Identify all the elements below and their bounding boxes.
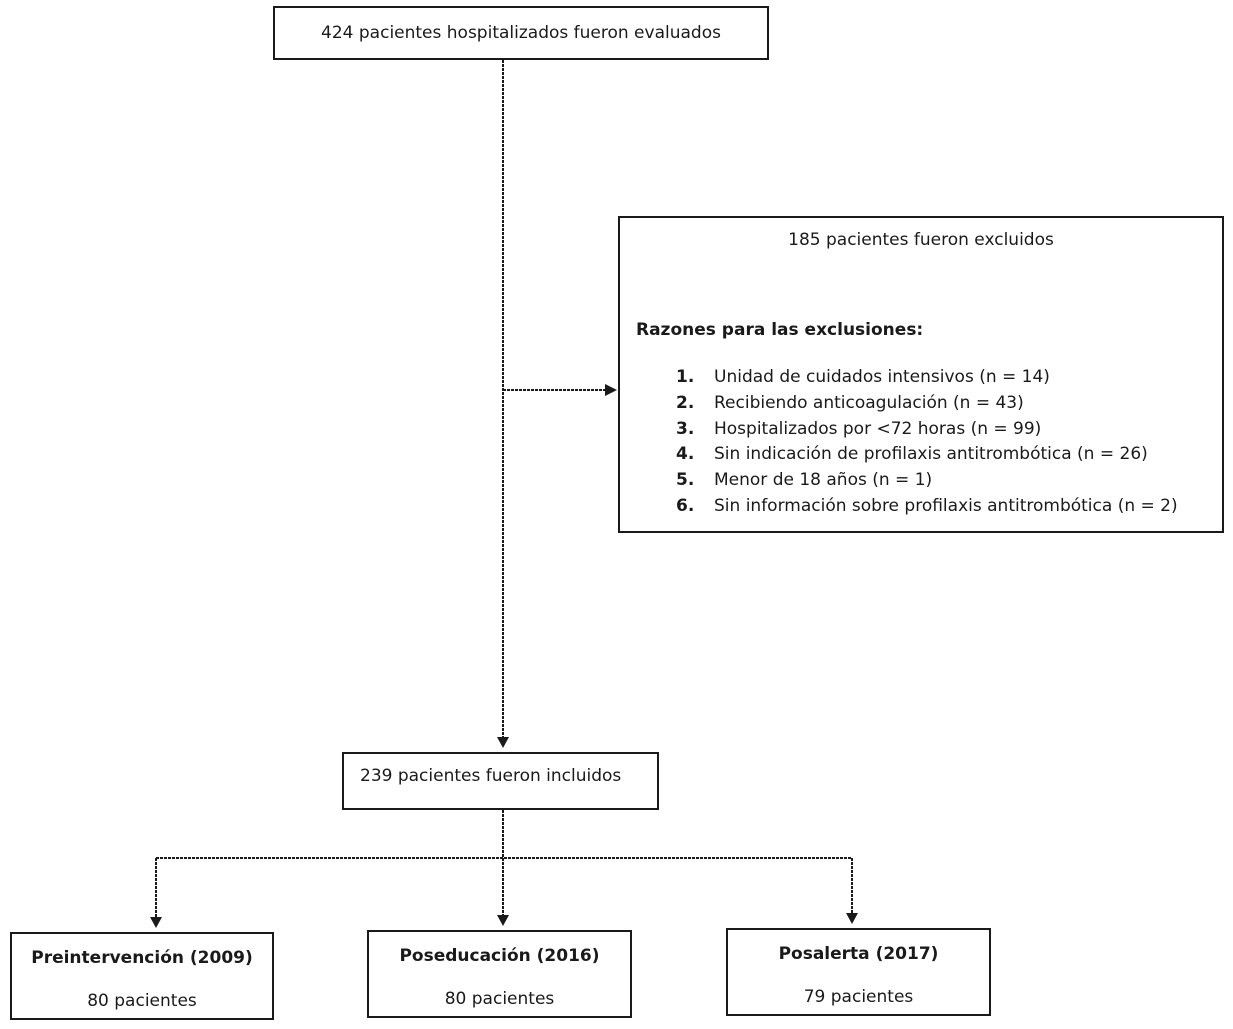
group-title: Posalerta (2017) (778, 944, 939, 964)
reason-text: Hospitalizados por <72 horas (n = 99) (714, 418, 1042, 439)
excluded-title: 185 pacientes fueron excluidos (788, 230, 1054, 250)
arrowhead-posalerta (846, 913, 858, 924)
exclusion-reason (676, 417, 1178, 443)
reason-number: 4. (676, 444, 695, 465)
reason-number: 6. (676, 495, 695, 516)
arrowhead-excluded (605, 384, 617, 396)
exclusion-reason (676, 468, 1178, 494)
exclusion-reasons-heading: Razones para las exclusiones: (636, 320, 924, 340)
exclusion-reason (676, 391, 1178, 417)
reason-number: 5. (676, 470, 695, 491)
reason-text: Unidad de cuidados intensivos (n = 14) (714, 367, 1050, 387)
reason-text: Menor de 18 años (n = 1) (714, 470, 933, 491)
exclusion-reasons-list (676, 365, 1178, 520)
reason-text: Recibiendo anticoagulación (n = 43) (714, 392, 1024, 413)
arrowhead-included (497, 737, 509, 748)
group-box-preintervencion (10, 932, 274, 1020)
included-text: 239 pacientes fueron incluidos (360, 766, 622, 786)
group-count: 80 pacientes (444, 989, 555, 1009)
group-box-poseducacion (367, 930, 632, 1018)
reason-number: 1. (676, 367, 695, 387)
reason-number: 2. (676, 392, 695, 413)
evaluated-text: 424 pacientes hospitalizados fueron evaluados (321, 23, 721, 43)
reason-text: Sin información sobre profilaxis antitrombótica (n = 2) (714, 495, 1178, 516)
group-box-posalerta (726, 928, 991, 1016)
exclusion-reason (676, 442, 1178, 468)
exclusion-reason (676, 494, 1178, 520)
arrowhead-preintervencion (150, 917, 162, 928)
included-box (342, 752, 659, 810)
group-title: Preintervención (2009) (31, 948, 253, 968)
reason-text: Sin indicación de profilaxis antitrombótica (n = 26) (714, 444, 1148, 465)
evaluated-box (273, 6, 769, 60)
reason-number: 3. (676, 418, 695, 439)
excluded-box (618, 216, 1224, 533)
group-count: 79 pacientes (803, 987, 914, 1007)
arrowhead-poseducacion (497, 915, 509, 926)
group-title: Poseducación (2016) (399, 946, 600, 966)
group-count: 80 pacientes (87, 991, 197, 1011)
exclusion-reason (676, 365, 1178, 391)
